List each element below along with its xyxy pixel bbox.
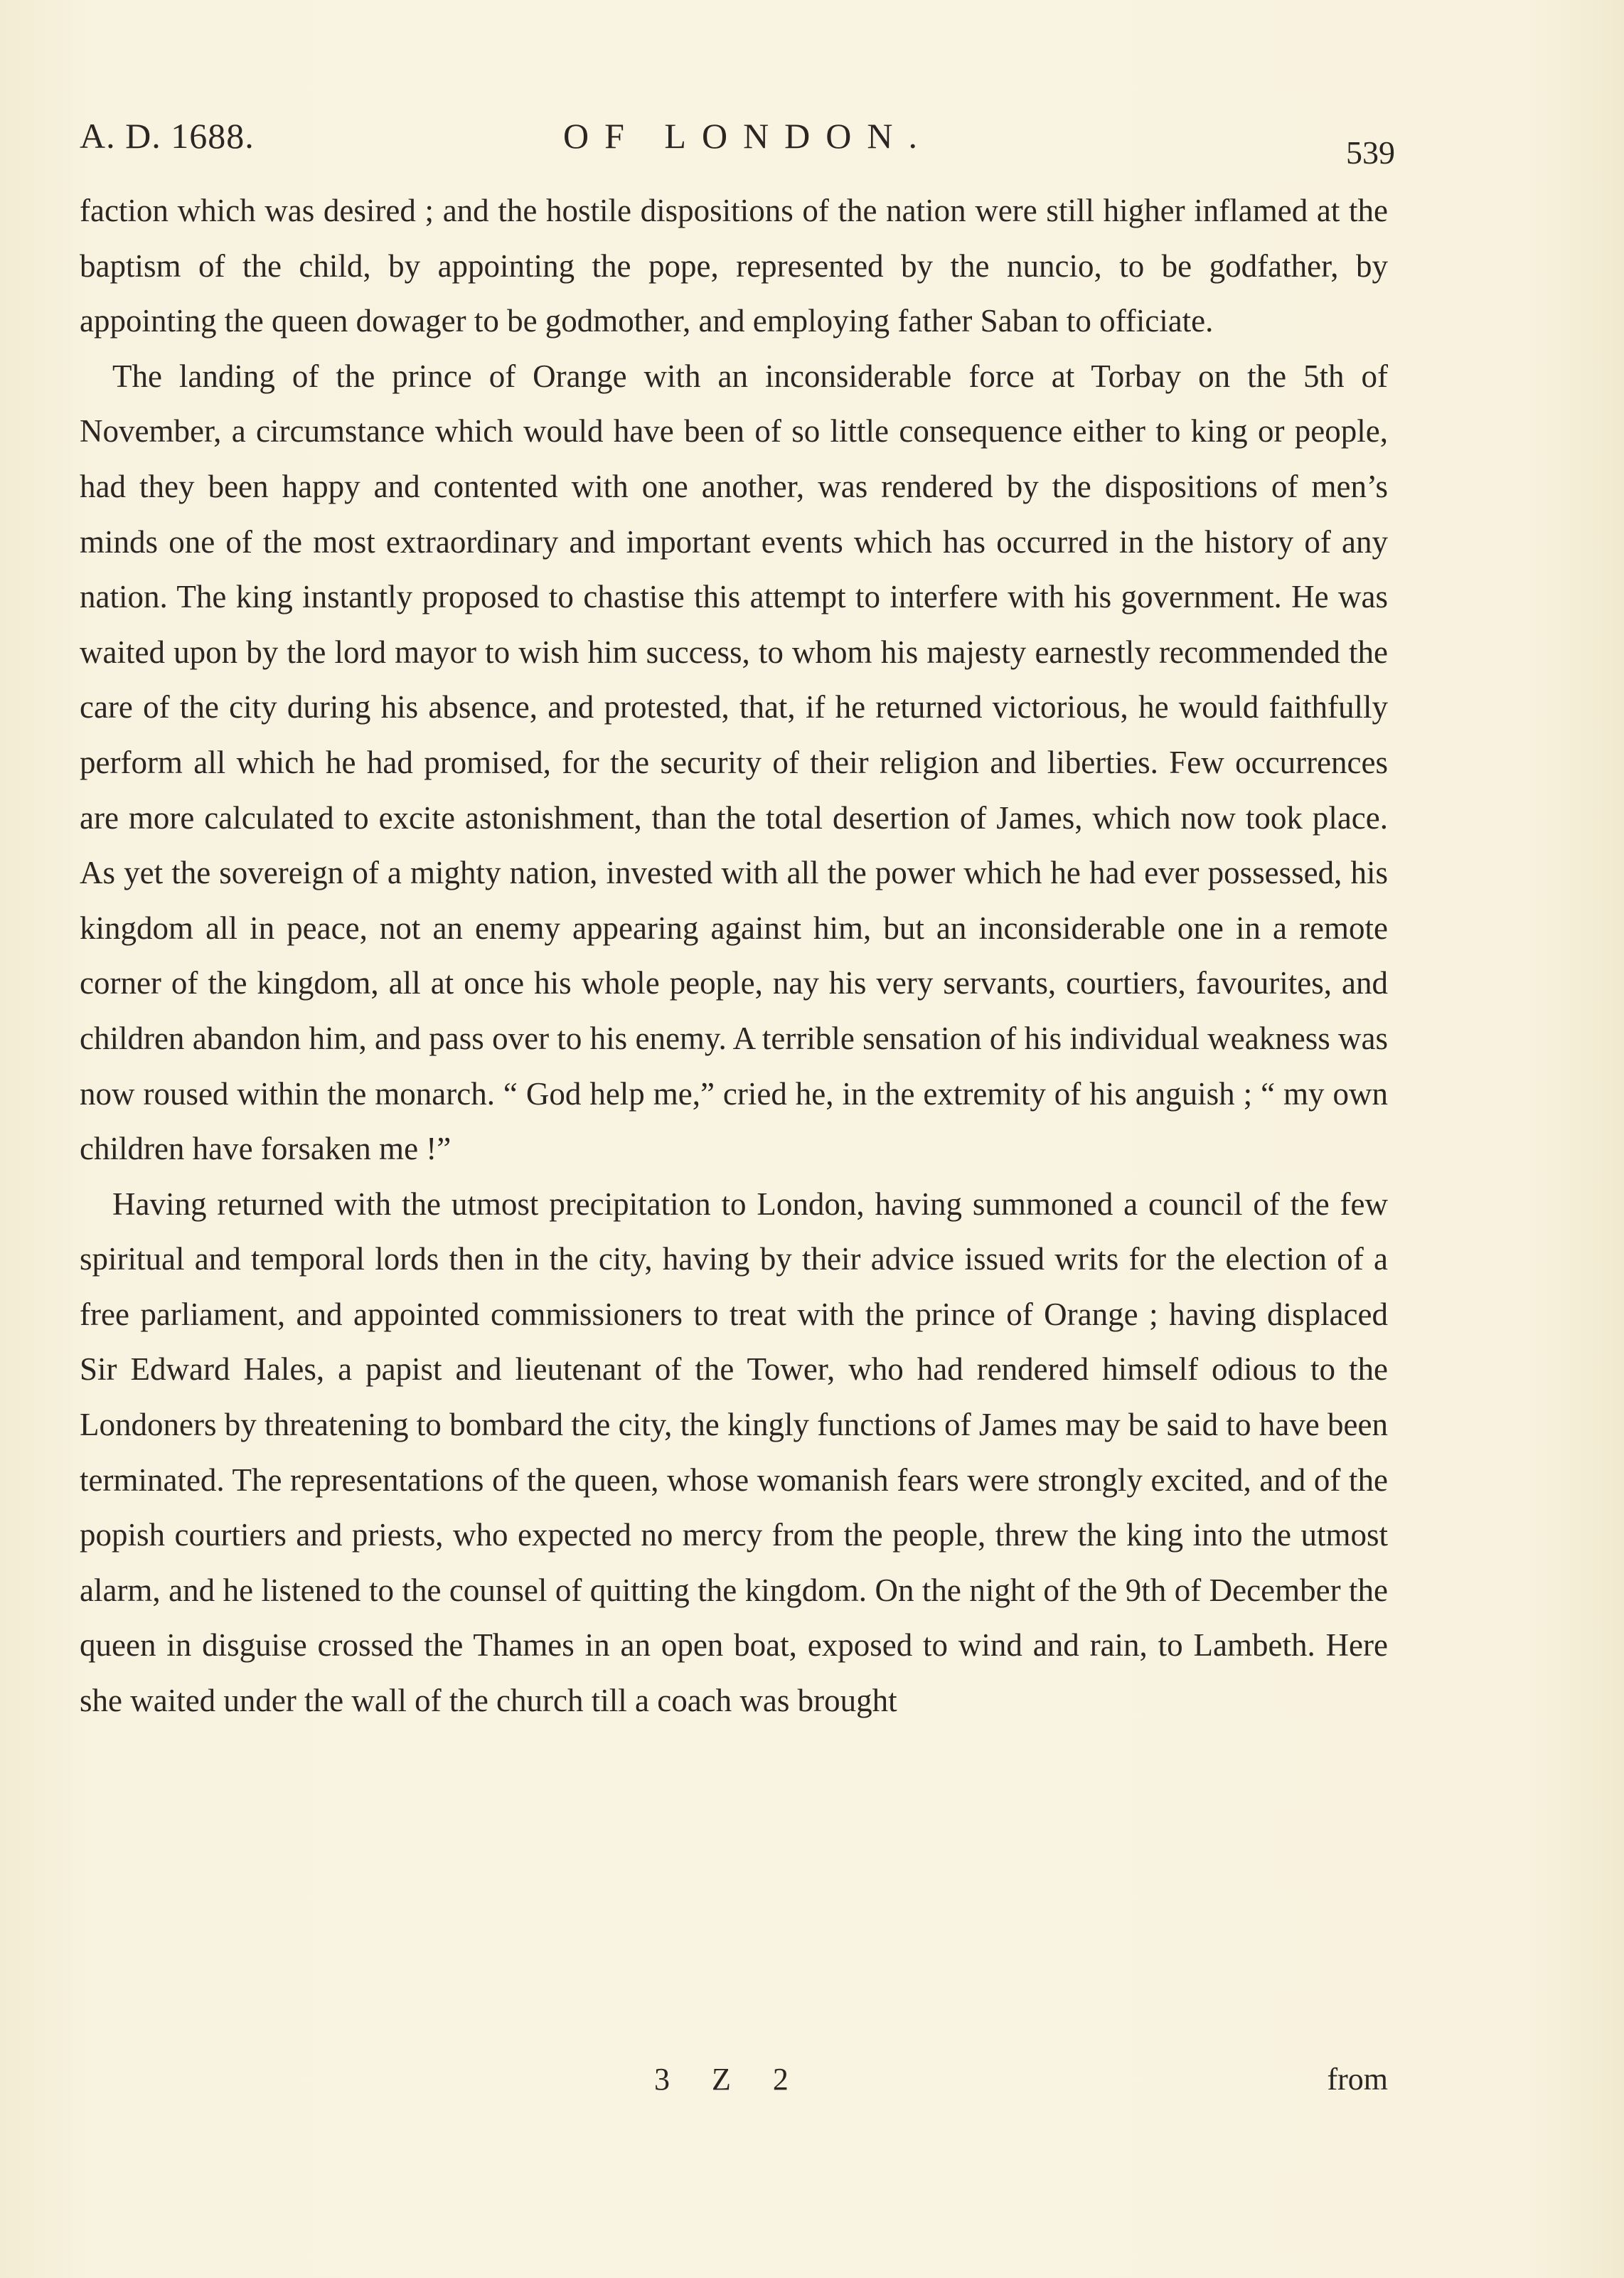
catchword: from [1327,2062,1388,2097]
header-year: A. D. 1688. [80,116,255,156]
page-footer [80,2061,1388,2111]
paragraph-1: faction which was desired ; and the hostile dispositions of the nation were still higher inflamed at the baptism of the child, by appointing the pope, represented by the nuncio, to be godfather, by appointing the queen dowager to be godmother, and employing father Saban to officiate. [80,193,1388,339]
running-header [80,107,1395,171]
page-number: 539 [1346,134,1395,171]
paragraph-3: Having returned with the utmost precipitation to London, having summoned a council of the few spiritual and temporal lords then in the city, having by their advice issued writs for the election of a free parliament, and appointed commissioners to treat with the prince of Orange ; having displaced Sir Edward Hales, a papist and lieutenant of the Tower, who had rendered himself odious to the Londoners by threatening to bombard the city, the kingly functions of James may be said to have been terminated. The representations of the queen, whose womanish fears were strongly excited, and of the popish courtiers and priests, who expected no mercy from the people, threw the king into the utmost alarm, and he listened to the counsel of quitting the kingdom. On the night of the 9th of December the queen in disguise crossed the Thames in an open boat, exposed to wind and rain, to Lambeth. Here she waited under the wall of the church till a coach was brought [80,1186,1388,1719]
signature-mark: 3 Z 2 [654,2062,806,2097]
body-text [80,183,1388,1729]
paragraph-2: The landing of the prince of Orange with an inconsiderable force at Torbay on the 5th of November, a circumstance which would have been of so little consequence either to king or people, had they been happy and contented with one another, was rendered by the dispositions of men’s minds one of the most extraordinary and important events which has occurred in the history of any nation. The king instantly proposed to chastise this attempt to interfere with his government. He was waited upon by the lord mayor to wish him success, to whom his majesty earnestly recommended the care of the city during his absence, and protested, that, if he returned victorious, he would faithfully perform all which he had promised, for the security of their religion and liberties. Few occurrences are more calculated to excite astonishment, than the total desertion of James, which now took place. As yet the sovereign of a mighty nation, invested with all the power which he had ever possessed, his kingdom all in peace, not an enemy appearing against him, but an inconsiderable one in a remote corner of the kingdom, all at once his whole people, nay his very servants, courtiers, favourites, and children abandon him, and pass over to his enemy. A terrible sensation of his individual weakness was now roused within the monarch. “ God help me,” cried he, in the extremity of his anguish ; “ my own children have forsaken me !” [80,358,1388,1167]
header-title: OF LONDON. [563,116,933,156]
